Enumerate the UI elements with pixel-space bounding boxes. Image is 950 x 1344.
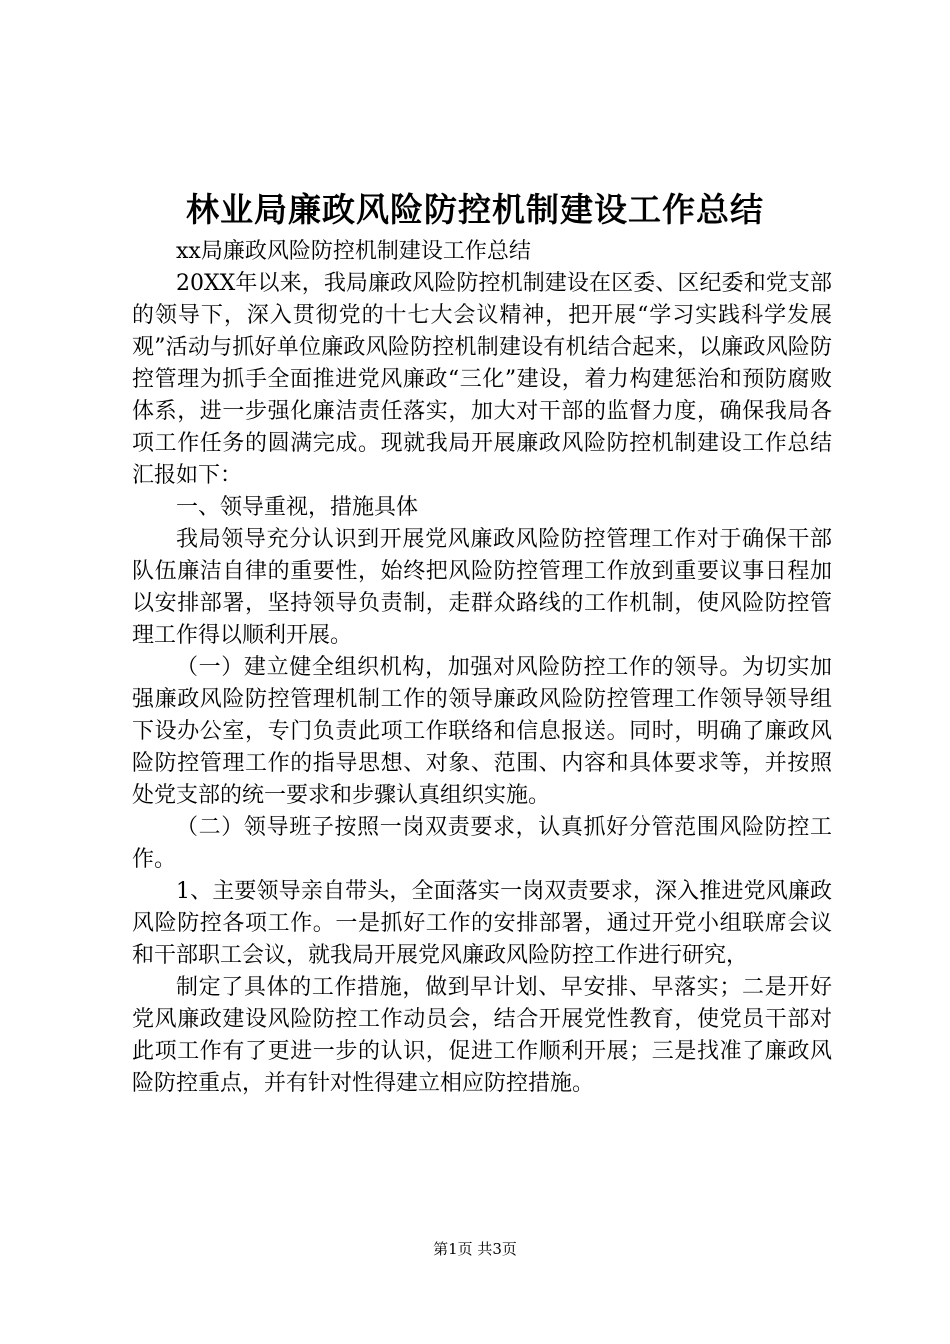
page-number: 第1页 共3页 bbox=[433, 1240, 517, 1258]
section-heading-1: 一、领导重视，措施具体 bbox=[176, 495, 419, 520]
paragraph-intro: 20XX年以来，我局廉政风险防控机制建设在区委、区纪委和党支部的领导下，深入贯彻党的十七大会议精神，把开展“学习实践科学发展观”活动与抓好单位廉政风险防控机制建设有机结合起来，以廉政风险防控管理为抓手全面推进党风廉政“三化”建设，着力构建惩治和预防腐败体系，进一步强化廉洁责任落实，加大对干部的监督力度，确保我局各项工作任务的圆满完成。现就我局开展廉政风险防控机制建设工作总结汇报如下： bbox=[132, 271, 832, 488]
document-body bbox=[132, 236, 832, 1100]
paragraph-leadership: 我局领导充分认识到开展党风廉政风险防控管理工作对于确保干部队伍廉洁自律的重要性，始终把风险防控管理工作放到重要议事日程加以安排部署，坚持领导负责制，走群众路线的工作机制，使风险防控管理工作得以顺利开展。 bbox=[132, 527, 832, 648]
paragraph-team-duty: （二）领导班子按照一岗双责要求，认真抓好分管范围风险防控工作。 bbox=[132, 815, 832, 872]
paragraph-main-leaders: 1、主要领导亲自带头，全面落实一岗双责要求，深入推进党风廉政风险防控各项工作。一是抓好工作的安排部署，通过开党小组联席会议和干部职工会议，就我局开展党风廉政风险防控工作进行研究， bbox=[132, 879, 832, 968]
document-title: 林业局廉政风险防控机制建设工作总结 bbox=[186, 190, 764, 229]
paragraph-subtitle: xx局廉政风险防控机制建设工作总结 bbox=[176, 239, 531, 264]
paragraph-measures: 制定了具体的工作措施，做到早计划、早安排、早落实；二是开好党风廉政建设风险防控工作动员会，结合开展党性教育，使党员干部对此项工作有了更进一步的认识，促进工作顺利开展；三是找准了廉政风险防控重点，并有针对性得建立相应防控措施。 bbox=[132, 975, 832, 1096]
paragraph-organization: （一）建立健全组织机构，加强对风险防控工作的领导。为切实加强廉政风险防控管理机制工作的领导廉政风险防控管理工作领导领导组下设办公室，专门负责此项工作联络和信息报送。同时，明确了廉政风险防控管理工作的指导思想、对象、范围、内容和具体要求等，并按照处党支部的统一要求和步骤认真组织实施。 bbox=[132, 655, 832, 808]
